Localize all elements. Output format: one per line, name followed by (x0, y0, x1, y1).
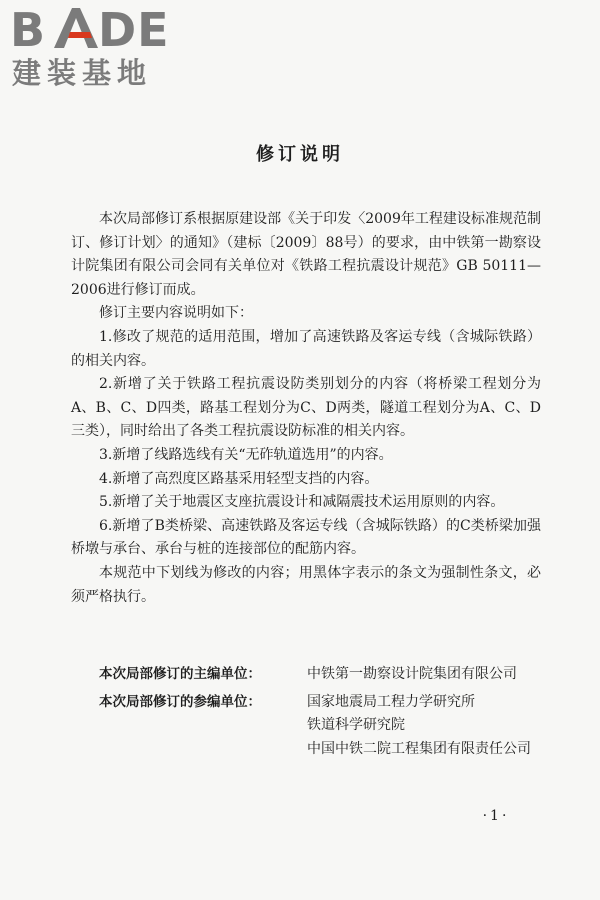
paragraph-intro: 本次局部修订系根据原建设部《关于印发〈2009年工程建设标准规范制订、修订计划〉的通知》（建标〔2009〕88号）的要求，由中铁第一勘察设计院集团有限公司会同有关单位对《铁路工程抗震设计规范》GB 50111—2006进行修订而成。 (71, 211, 541, 298)
bade-logo (10, 4, 180, 94)
paragraph-note: 本规范中下划线为修改的内容；用黑体字表示的条文为强制性条文，必须严格执行。 (71, 564, 541, 605)
paragraph-item-6: 6.新增了B类桥梁、高速铁路及客运专线（含城际铁路）的C类桥梁加强桥墩与承台、承台与桩的连接部位的配筋内容。 (71, 517, 541, 558)
chief-unit-label: 本次局部修订的主编单位： (99, 666, 261, 682)
svg-text:DE: DE (98, 4, 170, 54)
participating-unit-name: 国家地震局工程力学研究所 (307, 693, 475, 710)
page-title: 修订说明 (256, 144, 344, 165)
chief-unit-row (71, 663, 541, 687)
document-body (71, 208, 541, 609)
paragraph-item-1: 1.修改了规范的适用范围，增加了高速铁路及客运专线（含城际铁路）的相关内容。 (71, 328, 541, 369)
paragraph-item-4: 4.新增了高烈度区路基采用轻型支挡的内容。 (99, 470, 379, 487)
participating-units-row (71, 691, 541, 762)
paragraph-summary-lead: 修订主要内容说明如下： (99, 305, 253, 322)
chief-unit-name: 中铁第一勘察设计院集团有限公司 (307, 666, 517, 682)
paragraph-item-5: 5.新增了关于地震区支座抗震设计和减隔震技术运用原则的内容。 (99, 494, 505, 511)
paragraph-item-3: 3.新增了线路选线有关“无砟轨道选用”的内容。 (99, 446, 393, 463)
chief-unit-list (307, 663, 541, 687)
units-section (71, 663, 541, 761)
bade-logo-wordmark (10, 4, 180, 54)
page-number: ·1· (482, 808, 510, 824)
logo-a-mark (54, 8, 98, 48)
paragraph-item-2: 2.新增了关于铁路工程抗震设防类别划分的内容（将桥梁工程划分为A、B、C、D四类，路基工程划分为C、D两类，隧道工程划分为A、C、D三类），同时给出了各类工程抗震设防标准的相关内容。 (71, 376, 541, 440)
participating-unit-name: 铁道科学研究院 (307, 717, 405, 734)
participating-unit-name: 中国中铁二院工程集团有限责任公司 (307, 740, 531, 757)
svg-text:B: B (10, 4, 47, 54)
participating-units-list (307, 691, 541, 762)
participating-units-label: 本次局部修订的参编单位： (99, 693, 261, 710)
logo-subtitle: 建装基地 (12, 56, 153, 90)
